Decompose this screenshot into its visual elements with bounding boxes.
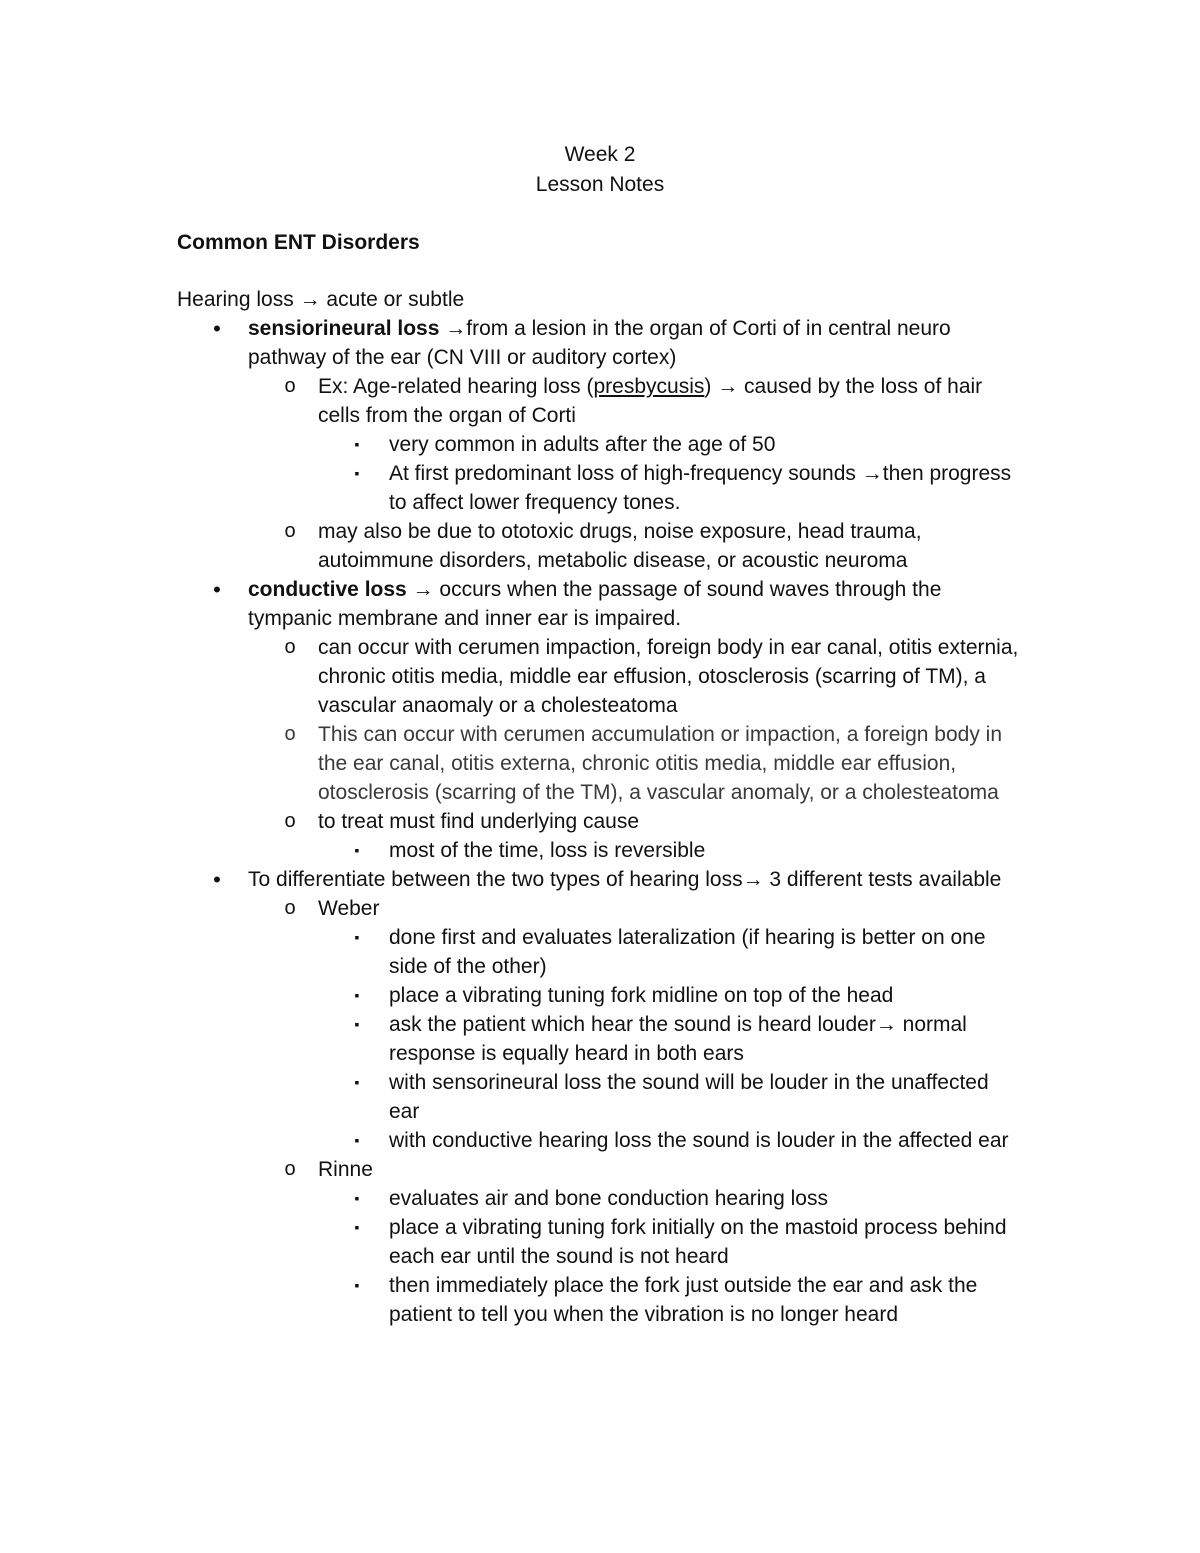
circle-marker: o [284,723,296,745]
list-item-treat-detail [0,836,1200,865]
detail-text: to treat must find underlying cause [318,810,640,833]
bullet-marker: • [213,316,221,341]
square-marker: ▪ [354,1016,360,1032]
list-item-weber-step [0,1068,1200,1126]
list-item-sensorineural-also [0,517,1200,575]
square-marker: ▪ [354,987,360,1003]
detail-text: place a vibrating tuning fork initially on the mastoid process behind each ear until the sound is not heard [389,1216,1007,1268]
list-item-differentiate [0,865,1200,894]
topic-rest: acute or subtle [320,288,465,311]
conductive-text: → occurs when the passage of sound waves through the tympanic membrane and inner ear is impaired. [248,578,942,630]
detail-text: with conductive hearing loss the sound is louder in the affected ear [389,1129,1009,1152]
detail-text: then immediately place the fork just outside the ear and ask the patient to tell you when the vibration is no longer heard [389,1274,978,1326]
list-item-conductive-cause-alt [0,720,1200,807]
detail-text: place a vibrating tuning fork midline on top of the head [389,984,894,1007]
detail-text: done first and evaluates lateralization (if hearing is better on one side of the other) [389,926,986,978]
detail-text: with sensorineural loss the sound will be louder in the unaffected ear [389,1071,989,1123]
detail-text: At first predominant loss of high-frequency sounds →then progress to affect lower frequency tones. [389,462,1012,514]
square-marker: ▪ [354,1132,360,1148]
bullet-marker: • [213,867,221,892]
bullet-marker: • [213,577,221,602]
list-item-conductive-treat [0,807,1200,836]
detail-text: most of the time, loss is reversible [389,839,706,862]
list-item-weber-step [0,1010,1200,1068]
circle-marker: o [284,520,296,542]
list-item-example-detail [0,459,1200,517]
example-pre: Ex: Age-related hearing loss ( [318,375,594,398]
list-item-weber-step [0,981,1200,1010]
list-item-sensorineural [0,314,1200,372]
list-item-rinne-step [0,1184,1200,1213]
topic-arrow: → [299,288,321,311]
week-title: Week 2 [564,143,636,166]
detail-text: ask the patient which hear the sound is heard louder→ normal response is equally heard in both ears [389,1013,967,1065]
detail-text: To differentiate between the two types of hearing loss→ 3 different tests available [248,868,1002,891]
detail-text: evaluates air and bone conduction hearing loss [389,1187,828,1210]
square-marker: ▪ [354,929,360,945]
circle-marker: o [284,1158,296,1180]
list-item-conductive [0,575,1200,633]
list-item-rinne [0,1155,1200,1184]
rinne-label: Rinne [318,1158,373,1181]
weber-label: Weber [318,897,380,920]
notes-list [0,314,1200,1329]
square-marker: ▪ [354,465,360,481]
sensorineural-text: from a lesion in the organ of Corti of in central neuro pathway of the ear (CN VIII or auditory cortex) [248,317,951,369]
detail-text: can occur with cerumen impaction, foreign body in ear canal, otitis externia, chronic otitis media, middle ear effusion, otosclerosis (scarring of TM), a vascular anaomaly or a cholesteatoma [318,636,1019,717]
square-marker: ▪ [354,436,360,452]
list-item-sensorineural-example [0,372,1200,430]
example-post: ) → caused by the loss of hair cells from the organ of Corti [318,375,983,427]
square-marker: ▪ [354,842,360,858]
presbycusis-term: presbycusis [593,375,705,398]
section-heading: Common ENT Disorders [177,231,420,254]
detail-text: may also be due to ototoxic drugs, noise exposure, head trauma, autoimmune disorders, metabolic disease, or acoustic neuroma [318,520,922,572]
square-marker: ▪ [354,1074,360,1090]
topic-term: Hearing loss [177,288,294,311]
lesson-notes-title: Lesson Notes [535,173,665,196]
list-item-weber [0,894,1200,923]
list-item-example-detail [0,430,1200,459]
detail-text: very common in adults after the age of 50 [389,433,776,456]
sensorineural-arrow: → [445,317,467,340]
conductive-term: conductive loss [248,578,407,601]
topic-hearing-loss [177,285,464,315]
square-marker: ▪ [354,1190,360,1206]
list-item-weber-step [0,1126,1200,1155]
circle-marker: o [284,897,296,919]
list-item-rinne-step [0,1213,1200,1271]
list-item-weber-step [0,923,1200,981]
circle-marker: o [284,810,296,832]
list-item-rinne-step [0,1271,1200,1329]
circle-marker: o [284,375,296,397]
square-marker: ▪ [354,1219,360,1235]
square-marker: ▪ [354,1277,360,1293]
document-title-block [0,140,1200,200]
circle-marker: o [284,636,296,658]
list-item-conductive-cause [0,633,1200,720]
sensorineural-term: sensiorineural loss [248,317,440,340]
detail-text: This can occur with cerumen accumulation or impaction, a foreign body in the ear canal, otitis externa, chronic otitis media, middle ear effusion, otosclerosis (scarring of the TM), a vascular anomaly, or a cholesteatoma [318,723,1002,804]
